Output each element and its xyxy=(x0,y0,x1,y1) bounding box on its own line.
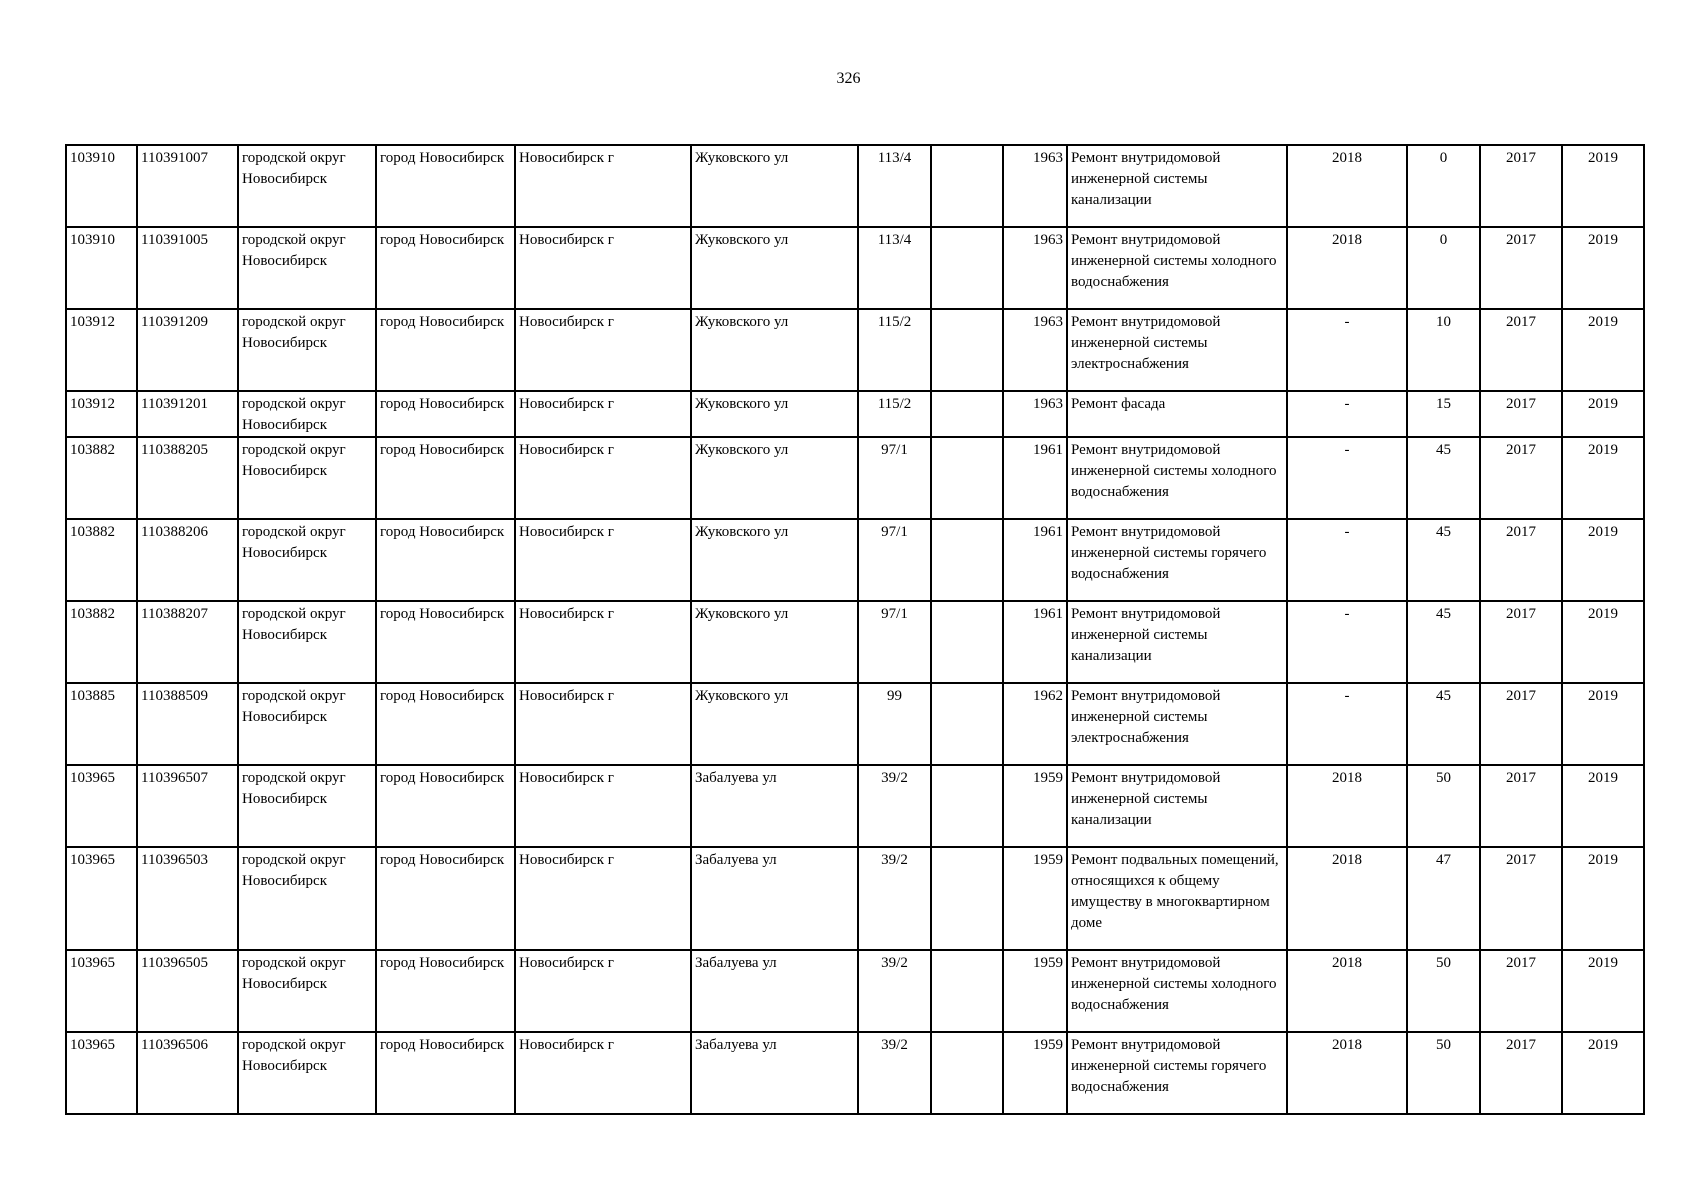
cell-year-from: 2017 xyxy=(1480,437,1562,519)
cell-locality: Новосибирск г xyxy=(515,683,691,765)
cell-wear: 50 xyxy=(1407,1032,1480,1114)
cell-year-to: 2019 xyxy=(1562,765,1644,847)
cell-settlement: город Новосибирск xyxy=(376,1032,515,1114)
cell-blank xyxy=(931,601,1003,683)
cell-settlement: город Новосибирск xyxy=(376,765,515,847)
cell-year-from: 2017 xyxy=(1480,601,1562,683)
cell-year-built: 1961 xyxy=(1003,601,1067,683)
table-body xyxy=(66,145,1644,1114)
cell-blank xyxy=(931,950,1003,1032)
cell-locality: Новосибирск г xyxy=(515,145,691,227)
cell-street: Жуковского ул xyxy=(691,437,858,519)
cell-house: 39/2 xyxy=(858,950,931,1032)
cell-id: 103965 xyxy=(66,847,137,950)
cell-locality: Новосибирск г xyxy=(515,437,691,519)
cell-settlement: город Новосибирск xyxy=(376,519,515,601)
cell-locality: Новосибирск г xyxy=(515,309,691,391)
cell-year-built: 1962 xyxy=(1003,683,1067,765)
cell-year-to: 2019 xyxy=(1562,437,1644,519)
cell-year-to: 2019 xyxy=(1562,519,1644,601)
cell-blank xyxy=(931,847,1003,950)
table-row xyxy=(66,145,1644,227)
table-row xyxy=(66,765,1644,847)
cell-work-type: Ремонт внутридомовой инженерной системы холодного водоснабжения xyxy=(1067,950,1287,1032)
cell-year-from: 2017 xyxy=(1480,519,1562,601)
cell-blank xyxy=(931,1032,1003,1114)
cell-last-repair: 2018 xyxy=(1287,950,1407,1032)
table-row xyxy=(66,601,1644,683)
cell-work-type: Ремонт внутридомовой инженерной системы холодного водоснабжения xyxy=(1067,437,1287,519)
cell-locality: Новосибирск г xyxy=(515,601,691,683)
cell-wear: 45 xyxy=(1407,601,1480,683)
cell-work-type: Ремонт внутридомовой инженерной системы электроснабжения xyxy=(1067,683,1287,765)
cell-work-type: Ремонт внутридомовой инженерной системы канализации xyxy=(1067,601,1287,683)
cell-year-built: 1959 xyxy=(1003,950,1067,1032)
repair-registry-table xyxy=(65,144,1645,1115)
cell-id: 103882 xyxy=(66,601,137,683)
table-row xyxy=(66,847,1644,950)
cell-id: 103965 xyxy=(66,1032,137,1114)
cell-work-type: Ремонт внутридомовой инженерной системы холодного водоснабжения xyxy=(1067,227,1287,309)
cell-id: 103910 xyxy=(66,227,137,309)
cell-year-from: 2017 xyxy=(1480,391,1562,437)
cell-work-type: Ремонт внутридомовой инженерной системы канализации xyxy=(1067,765,1287,847)
cell-district: городской округ Новосибирск xyxy=(238,601,376,683)
cell-settlement: город Новосибирск xyxy=(376,145,515,227)
cell-year-from: 2017 xyxy=(1480,847,1562,950)
cell-district: городской округ Новосибирск xyxy=(238,227,376,309)
cell-year-to: 2019 xyxy=(1562,683,1644,765)
cell-id: 103882 xyxy=(66,519,137,601)
cell-wear: 10 xyxy=(1407,309,1480,391)
cell-id: 103912 xyxy=(66,309,137,391)
table-row xyxy=(66,437,1644,519)
cell-settlement: город Новосибирск xyxy=(376,601,515,683)
table-row xyxy=(66,519,1644,601)
cell-year-built: 1963 xyxy=(1003,145,1067,227)
cell-district: городской округ Новосибирск xyxy=(238,847,376,950)
cell-locality: Новосибирск г xyxy=(515,227,691,309)
cell-district: городской округ Новосибирск xyxy=(238,683,376,765)
cell-work-type: Ремонт внутридомовой инженерной системы канализации xyxy=(1067,145,1287,227)
cell-year-to: 2019 xyxy=(1562,227,1644,309)
cell-settlement: город Новосибирск xyxy=(376,683,515,765)
cell-work-type: Ремонт внутридомовой инженерной системы горячего водоснабжения xyxy=(1067,1032,1287,1114)
cell-house: 113/4 xyxy=(858,227,931,309)
cell-house: 113/4 xyxy=(858,145,931,227)
cell-year-built: 1959 xyxy=(1003,765,1067,847)
cell-settlement: город Новосибирск xyxy=(376,437,515,519)
cell-house: 115/2 xyxy=(858,309,931,391)
cell-settlement: город Новосибирск xyxy=(376,847,515,950)
cell-house: 97/1 xyxy=(858,601,931,683)
cell-year-from: 2017 xyxy=(1480,1032,1562,1114)
cell-code: 110396505 xyxy=(137,950,238,1032)
cell-year-built: 1963 xyxy=(1003,309,1067,391)
table-row xyxy=(66,309,1644,391)
cell-blank xyxy=(931,145,1003,227)
cell-id: 103910 xyxy=(66,145,137,227)
cell-district: городской округ Новосибирск xyxy=(238,391,376,437)
cell-year-from: 2017 xyxy=(1480,145,1562,227)
cell-year-from: 2017 xyxy=(1480,683,1562,765)
cell-district: городской округ Новосибирск xyxy=(238,1032,376,1114)
cell-house: 115/2 xyxy=(858,391,931,437)
table-row xyxy=(66,950,1644,1032)
cell-code: 110391005 xyxy=(137,227,238,309)
cell-blank xyxy=(931,227,1003,309)
cell-wear: 45 xyxy=(1407,437,1480,519)
cell-house: 97/1 xyxy=(858,519,931,601)
cell-district: городской округ Новосибирск xyxy=(238,309,376,391)
cell-work-type: Ремонт фасада xyxy=(1067,391,1287,437)
cell-street: Забалуева ул xyxy=(691,765,858,847)
cell-last-repair: - xyxy=(1287,437,1407,519)
cell-year-to: 2019 xyxy=(1562,391,1644,437)
table-row xyxy=(66,227,1644,309)
cell-blank xyxy=(931,391,1003,437)
cell-last-repair: 2018 xyxy=(1287,145,1407,227)
cell-last-repair: 2018 xyxy=(1287,1032,1407,1114)
cell-wear: 45 xyxy=(1407,683,1480,765)
cell-locality: Новосибирск г xyxy=(515,519,691,601)
cell-blank xyxy=(931,309,1003,391)
cell-code: 110391209 xyxy=(137,309,238,391)
cell-code: 110388207 xyxy=(137,601,238,683)
cell-wear: 47 xyxy=(1407,847,1480,950)
cell-house: 99 xyxy=(858,683,931,765)
table-row xyxy=(66,391,1644,437)
cell-code: 110388206 xyxy=(137,519,238,601)
cell-year-built: 1963 xyxy=(1003,391,1067,437)
cell-year-to: 2019 xyxy=(1562,1032,1644,1114)
cell-blank xyxy=(931,765,1003,847)
cell-last-repair: 2018 xyxy=(1287,765,1407,847)
cell-wear: 0 xyxy=(1407,145,1480,227)
cell-street: Жуковского ул xyxy=(691,391,858,437)
cell-settlement: город Новосибирск xyxy=(376,391,515,437)
cell-year-built: 1963 xyxy=(1003,227,1067,309)
cell-code: 110388205 xyxy=(137,437,238,519)
cell-locality: Новосибирск г xyxy=(515,1032,691,1114)
cell-code: 110391201 xyxy=(137,391,238,437)
cell-last-repair: - xyxy=(1287,601,1407,683)
cell-year-to: 2019 xyxy=(1562,847,1644,950)
cell-street: Жуковского ул xyxy=(691,601,858,683)
cell-street: Забалуева ул xyxy=(691,847,858,950)
cell-year-from: 2017 xyxy=(1480,765,1562,847)
cell-street: Жуковского ул xyxy=(691,309,858,391)
cell-year-to: 2019 xyxy=(1562,601,1644,683)
cell-settlement: город Новосибирск xyxy=(376,950,515,1032)
cell-house: 39/2 xyxy=(858,1032,931,1114)
cell-street: Жуковского ул xyxy=(691,519,858,601)
table-row xyxy=(66,1032,1644,1114)
page-number: 326 xyxy=(836,70,861,87)
cell-year-from: 2017 xyxy=(1480,950,1562,1032)
cell-house: 97/1 xyxy=(858,437,931,519)
cell-year-from: 2017 xyxy=(1480,227,1562,309)
cell-settlement: город Новосибирск xyxy=(376,227,515,309)
cell-blank xyxy=(931,437,1003,519)
cell-locality: Новосибирск г xyxy=(515,950,691,1032)
cell-year-to: 2019 xyxy=(1562,145,1644,227)
cell-last-repair: - xyxy=(1287,519,1407,601)
cell-last-repair: - xyxy=(1287,391,1407,437)
cell-last-repair: 2018 xyxy=(1287,847,1407,950)
cell-wear: 0 xyxy=(1407,227,1480,309)
cell-year-built: 1959 xyxy=(1003,1032,1067,1114)
cell-last-repair: - xyxy=(1287,683,1407,765)
cell-street: Забалуева ул xyxy=(691,1032,858,1114)
cell-id: 103885 xyxy=(66,683,137,765)
cell-blank xyxy=(931,519,1003,601)
cell-wear: 50 xyxy=(1407,765,1480,847)
cell-house: 39/2 xyxy=(858,847,931,950)
cell-locality: Новосибирск г xyxy=(515,391,691,437)
cell-district: городской округ Новосибирск xyxy=(238,519,376,601)
cell-code: 110396503 xyxy=(137,847,238,950)
cell-wear: 50 xyxy=(1407,950,1480,1032)
cell-work-type: Ремонт внутридомовой инженерной системы электроснабжения xyxy=(1067,309,1287,391)
cell-blank xyxy=(931,683,1003,765)
cell-id: 103965 xyxy=(66,950,137,1032)
cell-work-type: Ремонт внутридомовой инженерной системы горячего водоснабжения xyxy=(1067,519,1287,601)
cell-last-repair: - xyxy=(1287,309,1407,391)
cell-code: 110388509 xyxy=(137,683,238,765)
cell-last-repair: 2018 xyxy=(1287,227,1407,309)
cell-street: Жуковского ул xyxy=(691,145,858,227)
cell-year-built: 1961 xyxy=(1003,519,1067,601)
cell-id: 103882 xyxy=(66,437,137,519)
cell-id: 103912 xyxy=(66,391,137,437)
cell-year-built: 1959 xyxy=(1003,847,1067,950)
cell-district: городской округ Новосибирск xyxy=(238,437,376,519)
cell-locality: Новосибирск г xyxy=(515,847,691,950)
cell-id: 103965 xyxy=(66,765,137,847)
cell-year-to: 2019 xyxy=(1562,309,1644,391)
cell-code: 110396507 xyxy=(137,765,238,847)
cell-district: городской округ Новосибирск xyxy=(238,765,376,847)
cell-settlement: город Новосибирск xyxy=(376,309,515,391)
cell-house: 39/2 xyxy=(858,765,931,847)
cell-work-type: Ремонт подвальных помещений, относящихся к общему имуществу в многоквартирном доме xyxy=(1067,847,1287,950)
table-row xyxy=(66,683,1644,765)
cell-district: городской округ Новосибирск xyxy=(238,145,376,227)
cell-year-to: 2019 xyxy=(1562,950,1644,1032)
cell-street: Забалуева ул xyxy=(691,950,858,1032)
cell-year-built: 1961 xyxy=(1003,437,1067,519)
cell-code: 110391007 xyxy=(137,145,238,227)
cell-code: 110396506 xyxy=(137,1032,238,1114)
cell-wear: 45 xyxy=(1407,519,1480,601)
cell-street: Жуковского ул xyxy=(691,683,858,765)
cell-street: Жуковского ул xyxy=(691,227,858,309)
cell-district: городской округ Новосибирск xyxy=(238,950,376,1032)
cell-year-from: 2017 xyxy=(1480,309,1562,391)
cell-wear: 15 xyxy=(1407,391,1480,437)
cell-locality: Новосибирск г xyxy=(515,765,691,847)
